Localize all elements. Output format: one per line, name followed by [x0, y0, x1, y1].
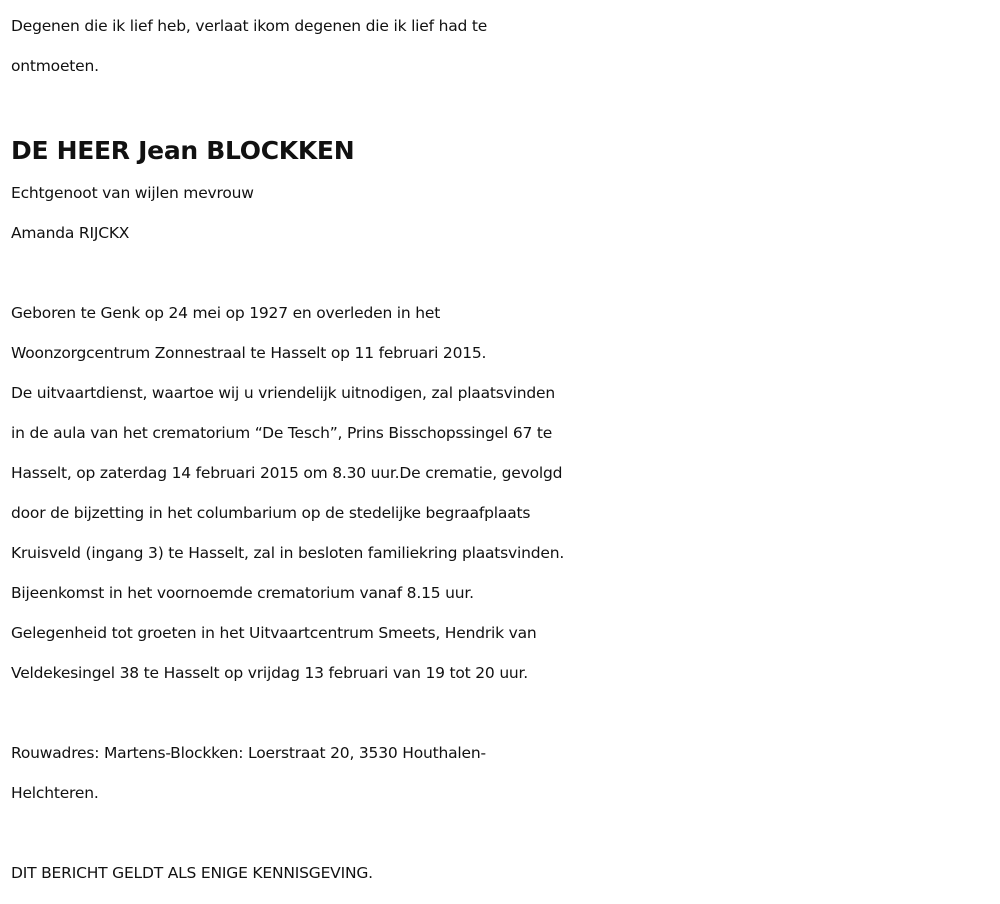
spouse-info — [11, 173, 991, 253]
quote-line: Degenen die ik lief heb, verlaat ikom degenen die ik lief had te — [11, 17, 488, 35]
deceased-name: DE HEER Jean BLOCKKEN — [11, 136, 355, 165]
details-line: Geboren te Genk op 24 mei op 1927 en overleden in het — [11, 304, 441, 322]
quote — [11, 6, 991, 86]
closing-statement: DIT BERICHT GELDT ALS ENIGE KENNISGEVING. — [11, 864, 373, 882]
spouse-line: Echtgenoot van wijlen mevrouw — [11, 184, 254, 202]
details-line: Woonzorgcentrum Zonnestraal te Hasselt op 11 februari 2015. — [11, 344, 487, 362]
mourning-address — [11, 733, 991, 813]
spacer — [11, 813, 991, 853]
funeral-details — [11, 293, 991, 693]
details-line: Bijeenkomst in het voornoemde crematorium vanaf 8.15 uur. — [11, 584, 474, 602]
obituary-notice — [11, 6, 991, 893]
spacer — [11, 253, 991, 293]
address-line: Helchteren. — [11, 784, 99, 802]
spouse-line: Amanda RIJCKX — [11, 224, 130, 242]
details-line: in de aula van het crematorium “De Tesch”, Prins Bisschopssingel 67 te — [11, 424, 553, 442]
details-line: door de bijzetting in het columbarium op de stedelijke begraafplaats — [11, 504, 531, 522]
details-line: Hasselt, op zaterdag 14 februari 2015 om 8.30 uur.De crematie, gevolgd — [11, 464, 563, 482]
details-line: De uitvaartdienst, waartoe wij u vriendelijk uitnodigen, zal plaatsvinden — [11, 384, 555, 402]
address-line: Rouwadres: Martens-Blockken: Loerstraat 20, 3530 Houthalen- — [11, 744, 486, 762]
details-line: Gelegenheid tot groeten in het Uitvaartcentrum Smeets, Hendrik van — [11, 624, 537, 642]
spacer — [11, 693, 991, 733]
quote-line: ontmoeten. — [11, 57, 99, 75]
details-line: Veldekesingel 38 te Hasselt op vrijdag 13 februari van 19 tot 20 uur. — [11, 664, 529, 682]
details-line: Kruisveld (ingang 3) te Hasselt, zal in besloten familiekring plaatsvinden. — [11, 544, 565, 562]
